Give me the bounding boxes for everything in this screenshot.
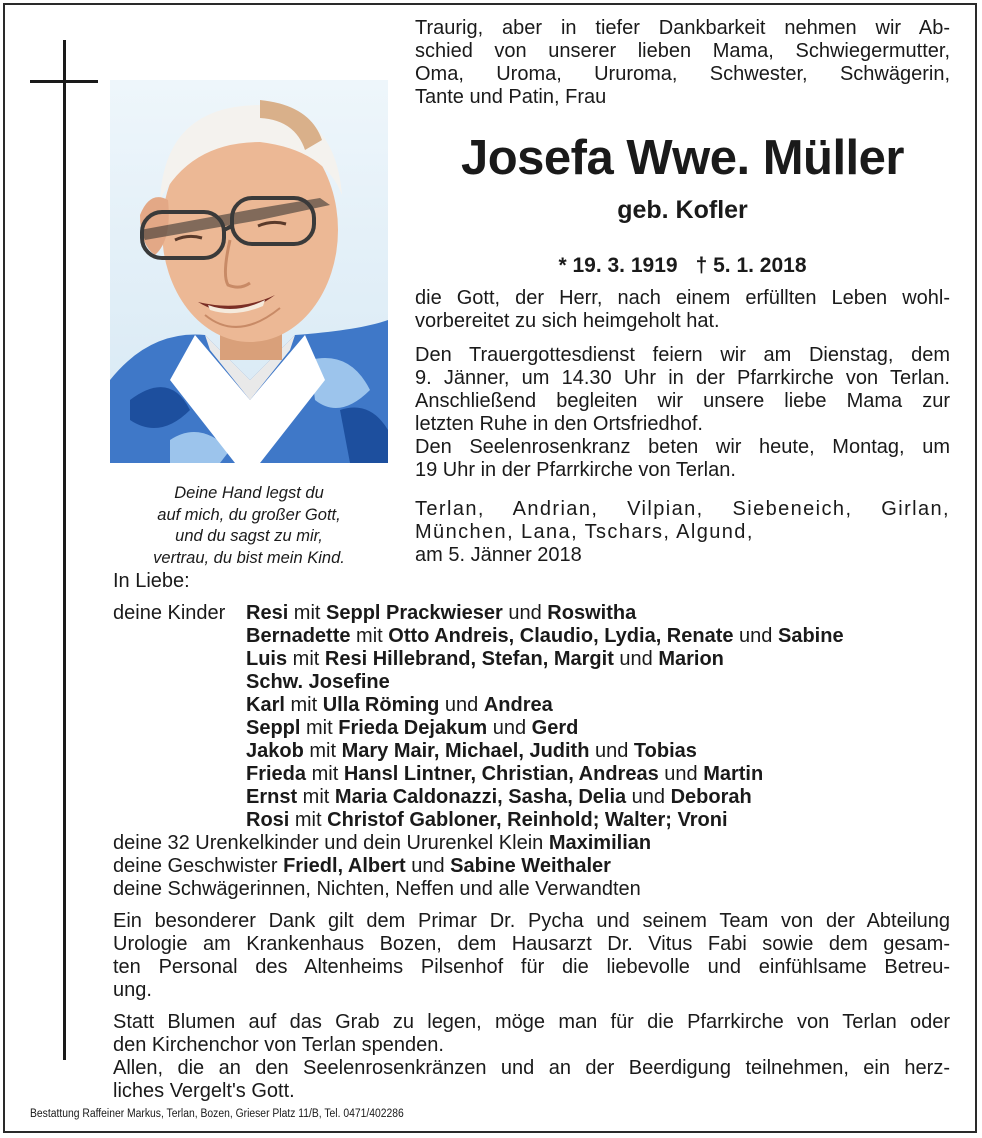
name-text: Bernadette [246, 625, 351, 647]
connector-text: mit [289, 809, 328, 831]
places-and-date [415, 498, 950, 567]
paragraph-line: Anschließend begleiten wir unsere liebe Mama zur [415, 390, 950, 412]
family-line [113, 832, 651, 855]
connector-text: und [658, 763, 704, 785]
paragraph-line: Den Trauergottesdienst feiern wir am Dienstag, dem [415, 344, 950, 366]
connector-text: deine 32 Urenkelkinder und dein Ururenkel Klein [113, 832, 549, 854]
flowers-paragraph [113, 1011, 950, 1057]
flowers-line: Statt Blumen auf das Grab zu legen, möge man für die Pfarrkirche von Terlan oder [113, 1011, 950, 1033]
paragraph-line: 9. Jänner, um 14.30 Uhr in der Pfarrkirche von Terlan. [415, 367, 950, 389]
children-lead: deine Kinder [113, 602, 226, 624]
child-line [246, 602, 844, 625]
name-text: Andrea [483, 694, 553, 716]
thanks-line: ten Personal des Altenheims Pilsenhof für die liebevolle und einfühlsame Betreu- [113, 956, 950, 978]
places-line: München, Lana, Tschars, Algund, [415, 521, 754, 543]
name-text: Tobias [633, 740, 697, 762]
connector-text: und [487, 717, 532, 739]
child-line [246, 625, 844, 648]
connector-text: deine Schwägerinnen, Nichten, Neffen und alle Verwandten [113, 878, 641, 900]
name-text: Seppl Prackwieser [326, 602, 503, 624]
name-text: Resi [246, 602, 289, 624]
connector-text: mit [297, 786, 335, 808]
intro-line: Tante und Patin, Frau [415, 86, 607, 108]
connector-text: und [502, 602, 548, 624]
name-text: Luis [246, 648, 288, 670]
date-line: am 5. Jänner 2018 [415, 544, 582, 566]
name-text: Schw. Josefine [246, 671, 390, 693]
name-text: Maria Caldonazzi, Sasha, Delia [334, 786, 627, 808]
name-text: Rosi [246, 809, 290, 831]
name-text: Resi Hillebrand, Stefan, Margit [324, 648, 614, 670]
name-text: Martin [703, 763, 764, 785]
child-line [246, 763, 844, 786]
thanks-line: Urologie am Krankenhaus Bozen, dem Hausarzt Dr. Vitus Fabi sowie dem gesam- [113, 933, 950, 955]
name-text: Marion [658, 648, 724, 670]
cross-icon-vertical-bar [63, 40, 66, 1060]
family-list [113, 832, 651, 901]
children-list [246, 602, 844, 832]
connector-text: und [733, 625, 778, 647]
connector-text: und [589, 740, 634, 762]
thanks-line: ung. [113, 979, 152, 1001]
child-line [246, 786, 844, 809]
paragraph-line: die Gott, der Herr, nach einem erfüllten Leben wohl- [415, 287, 950, 309]
name-text: Seppl [246, 717, 301, 739]
family-line [113, 855, 651, 878]
family-line [113, 878, 651, 901]
name-text: Frieda [246, 763, 307, 785]
name-text: Deborah [670, 786, 752, 808]
name-text: Ernst [246, 786, 298, 808]
child-line [246, 648, 844, 671]
name-text: Christof Gabloner, Reinhold; Walter; Vroni [327, 809, 728, 831]
portrait-photo [110, 80, 388, 463]
name-text: Friedl, Albert [283, 855, 406, 877]
child-line [246, 809, 844, 832]
connector-text: mit [303, 740, 342, 762]
connector-text: mit [306, 763, 344, 785]
life-dates [415, 253, 950, 279]
connector-text: deine Geschwister [113, 855, 284, 877]
name-text: Sabine Weithaler [450, 855, 611, 877]
name-text: Otto Andreis, Claudio, Lydia, Renate [388, 625, 734, 647]
intro-text [415, 17, 950, 109]
connector-text: mit [300, 717, 339, 739]
child-line [246, 694, 844, 717]
death-date: † 5. 1. 2018 [695, 254, 807, 277]
thanks-paragraph [113, 910, 950, 1002]
birth-date: * 19. 3. 1919 [558, 254, 678, 277]
closing-line: liches Vergelt's Gott. [113, 1080, 295, 1102]
name-text: Sabine [777, 625, 844, 647]
cross-icon [30, 80, 98, 83]
closing-paragraph [113, 1057, 950, 1103]
intro-line: Traurig, aber in tiefer Dankbarkeit nehmen wir Ab- [415, 17, 950, 39]
thanks-line: Ein besonderer Dank gilt dem Primar Dr. Pycha und seinem Team von der Abteilung [113, 910, 950, 932]
name-text: Karl [246, 694, 285, 716]
connector-text: und [626, 786, 671, 808]
name-text: Gerd [531, 717, 579, 739]
connector-text: mit [287, 648, 325, 670]
in-love-heading: In Liebe: [113, 570, 190, 592]
intro-line: Oma, Uroma, Ururoma, Schwester, Schwägerin, [415, 63, 950, 85]
poem-line: vertrau, du bist mein Kind. [153, 548, 345, 567]
paragraph-line: vorbereitet zu sich heimgeholt hat. [415, 310, 720, 332]
poem [110, 483, 388, 569]
deceased-name: Josefa Wwe. Müller [460, 131, 904, 185]
child-line [246, 740, 844, 763]
connector-text: und [613, 648, 659, 670]
child-line [246, 717, 844, 740]
poem-line: auf mich, du großer Gott, [157, 505, 341, 524]
name-text: Maximilian [548, 832, 652, 854]
announcement-paragraph [415, 287, 950, 333]
connector-text: mit [288, 602, 327, 624]
connector-text: und [405, 855, 451, 877]
funeral-home-footer: Bestattung Raffeiner Markus, Terlan, Bozen, Grieser Platz 11/B, Tel. 0471/402286 [30, 1108, 404, 1120]
name-text: Roswitha [547, 602, 637, 624]
flowers-line: den Kirchenchor von Terlan spenden. [113, 1034, 444, 1056]
birth-name: geb. Kofler [617, 196, 748, 224]
service-paragraph [415, 344, 950, 482]
name-text: Jakob [246, 740, 304, 762]
connector-text: und [439, 694, 484, 716]
closing-line: Allen, die an den Seelenrosenkränzen und an der Beerdigung teilnehmen, ein herz- [113, 1057, 950, 1079]
places-line: Terlan, Andrian, Vilpian, Siebeneich, Girlan, [415, 498, 950, 520]
paragraph-line: letzten Ruhe in den Ortsfriedhof. [415, 413, 703, 435]
connector-text: mit [284, 694, 323, 716]
connector-text: mit [350, 625, 389, 647]
paragraph-line: 19 Uhr in der Pfarrkirche von Terlan. [415, 459, 736, 481]
name-text: Ulla Röming [322, 694, 440, 716]
intro-line: schied von unserer lieben Mama, Schwiegermutter, [415, 40, 950, 62]
name-text: Mary Mair, Michael, Judith [341, 740, 590, 762]
poem-line: und du sagst zu mir, [175, 527, 323, 545]
name-text: Hansl Lintner, Christian, Andreas [343, 763, 659, 785]
poem-line: Deine Hand legst du [174, 484, 324, 502]
name-text: Frieda Dejakum [338, 717, 488, 739]
paragraph-line: Den Seelenrosenkranz beten wir heute, Montag, um [415, 436, 950, 458]
child-line [246, 671, 844, 694]
